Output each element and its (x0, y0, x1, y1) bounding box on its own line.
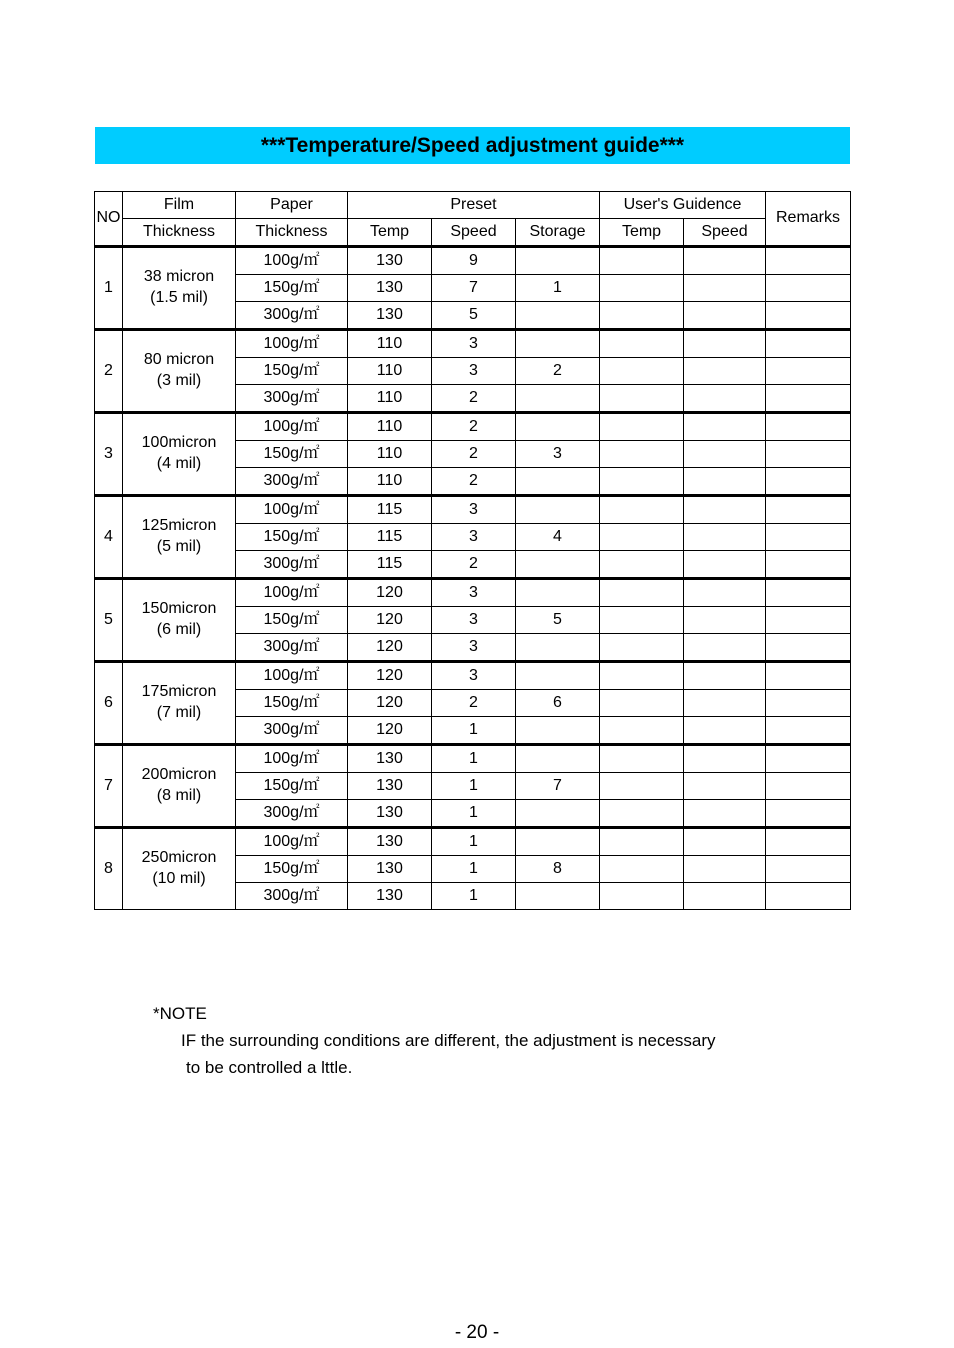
user-temp (600, 330, 684, 358)
remarks (766, 413, 851, 441)
header-preset-speed: Speed (432, 219, 516, 247)
film-thickness-mil: (5 mil) (156, 538, 202, 555)
row-no: 5 (95, 579, 123, 662)
preset-temp: 130 (348, 302, 432, 330)
film-thickness-micron: 150micron (141, 600, 217, 618)
paper-thickness: 300g/㎡ (236, 551, 348, 579)
preset-temp: 120 (348, 579, 432, 607)
row-no: 2 (95, 330, 123, 413)
remarks (766, 717, 851, 745)
remarks (766, 607, 851, 634)
user-speed (684, 634, 766, 662)
user-speed (684, 275, 766, 302)
header-user-speed: Speed (684, 219, 766, 247)
preset-storage: 2 (516, 358, 600, 385)
preset-storage-empty (516, 800, 600, 828)
preset-temp: 130 (348, 247, 432, 275)
film-thickness (123, 828, 236, 910)
preset-speed: 3 (432, 524, 516, 551)
paper-thickness: 150g/㎡ (236, 441, 348, 468)
user-speed (684, 441, 766, 468)
note-heading: *NOTE (153, 1004, 207, 1023)
user-temp (600, 856, 684, 883)
remarks (766, 579, 851, 607)
user-speed (684, 551, 766, 579)
paper-thickness: 150g/㎡ (236, 275, 348, 302)
preset-temp: 120 (348, 662, 432, 690)
user-speed (684, 883, 766, 910)
row-no: 6 (95, 662, 123, 745)
paper-thickness: 150g/㎡ (236, 690, 348, 717)
film-thickness-mil: (3 mil) (156, 372, 202, 389)
preset-temp: 130 (348, 800, 432, 828)
preset-speed: 1 (432, 856, 516, 883)
adjustment-table (94, 191, 851, 910)
preset-temp: 110 (348, 358, 432, 385)
header-user-temp: Temp (600, 219, 684, 247)
remarks (766, 302, 851, 330)
user-temp (600, 883, 684, 910)
remarks (766, 496, 851, 524)
table-row (95, 247, 851, 275)
preset-temp: 120 (348, 607, 432, 634)
remarks (766, 441, 851, 468)
paper-thickness: 300g/㎡ (236, 717, 348, 745)
remarks (766, 800, 851, 828)
preset-temp: 130 (348, 883, 432, 910)
user-temp (600, 468, 684, 496)
preset-speed: 3 (432, 607, 516, 634)
row-no: 1 (95, 247, 123, 330)
paper-thickness: 300g/㎡ (236, 883, 348, 910)
paper-thickness: 300g/㎡ (236, 634, 348, 662)
paper-thickness: 150g/㎡ (236, 358, 348, 385)
paper-thickness: 100g/㎡ (236, 745, 348, 773)
preset-temp: 130 (348, 773, 432, 800)
header-preset: Preset (348, 192, 600, 219)
user-temp (600, 358, 684, 385)
table-row (95, 330, 851, 358)
user-speed (684, 690, 766, 717)
paper-thickness: 150g/㎡ (236, 607, 348, 634)
film-thickness (123, 413, 236, 496)
preset-speed: 2 (432, 551, 516, 579)
preset-temp: 110 (348, 385, 432, 413)
preset-storage: 8 (516, 856, 600, 883)
film-thickness-mil: (8 mil) (156, 787, 202, 804)
preset-storage-empty (516, 330, 600, 358)
user-temp (600, 828, 684, 856)
preset-speed: 3 (432, 330, 516, 358)
preset-temp: 110 (348, 441, 432, 468)
preset-speed: 2 (432, 385, 516, 413)
remarks (766, 247, 851, 275)
film-thickness-mil: (6 mil) (156, 621, 202, 638)
user-speed (684, 773, 766, 800)
preset-storage-empty (516, 468, 600, 496)
preset-temp: 115 (348, 524, 432, 551)
film-thickness (123, 247, 236, 330)
preset-temp: 110 (348, 330, 432, 358)
remarks (766, 385, 851, 413)
preset-temp: 115 (348, 496, 432, 524)
preset-temp: 130 (348, 745, 432, 773)
paper-thickness: 150g/㎡ (236, 773, 348, 800)
film-thickness-micron: 200micron (141, 766, 217, 784)
user-temp (600, 634, 684, 662)
preset-temp: 115 (348, 551, 432, 579)
remarks (766, 662, 851, 690)
preset-temp: 120 (348, 634, 432, 662)
preset-speed: 2 (432, 468, 516, 496)
header-preset-storage: Storage (516, 219, 600, 247)
table-row (95, 496, 851, 524)
film-thickness-micron: 80 micron (143, 351, 215, 369)
remarks (766, 745, 851, 773)
preset-temp: 130 (348, 828, 432, 856)
preset-speed: 1 (432, 773, 516, 800)
preset-speed: 3 (432, 496, 516, 524)
preset-speed: 3 (432, 662, 516, 690)
user-temp (600, 773, 684, 800)
user-speed (684, 662, 766, 690)
user-speed (684, 496, 766, 524)
preset-temp: 120 (348, 717, 432, 745)
preset-storage-empty (516, 385, 600, 413)
remarks (766, 330, 851, 358)
user-temp (600, 275, 684, 302)
note-block (153, 1000, 716, 1081)
paper-thickness: 100g/㎡ (236, 413, 348, 441)
user-speed (684, 247, 766, 275)
user-speed (684, 468, 766, 496)
preset-storage-empty (516, 413, 600, 441)
header-users-guidence: User's Guidence (600, 192, 766, 219)
user-speed (684, 856, 766, 883)
user-speed (684, 330, 766, 358)
preset-temp: 120 (348, 690, 432, 717)
table-row (95, 662, 851, 690)
preset-speed: 3 (432, 358, 516, 385)
user-speed (684, 745, 766, 773)
film-thickness (123, 330, 236, 413)
user-temp (600, 385, 684, 413)
user-speed (684, 413, 766, 441)
header-film-2: Thickness (123, 219, 236, 247)
preset-storage: 5 (516, 607, 600, 634)
user-speed (684, 524, 766, 551)
remarks (766, 551, 851, 579)
user-temp (600, 302, 684, 330)
user-temp (600, 717, 684, 745)
preset-temp: 130 (348, 275, 432, 302)
paper-thickness: 100g/㎡ (236, 662, 348, 690)
preset-speed: 1 (432, 717, 516, 745)
user-temp (600, 441, 684, 468)
remarks (766, 358, 851, 385)
user-temp (600, 800, 684, 828)
user-speed (684, 579, 766, 607)
header-preset-temp: Temp (348, 219, 432, 247)
preset-storage-empty (516, 302, 600, 330)
preset-storage-empty (516, 745, 600, 773)
preset-speed: 1 (432, 828, 516, 856)
film-thickness-micron: 38 micron (143, 268, 215, 286)
paper-thickness: 150g/㎡ (236, 524, 348, 551)
user-temp (600, 496, 684, 524)
preset-storage-empty (516, 551, 600, 579)
user-temp (600, 413, 684, 441)
preset-speed: 2 (432, 690, 516, 717)
remarks (766, 690, 851, 717)
user-temp (600, 579, 684, 607)
preset-storage-empty (516, 634, 600, 662)
preset-speed: 7 (432, 275, 516, 302)
table-body (95, 247, 851, 910)
paper-thickness: 100g/㎡ (236, 828, 348, 856)
row-no: 3 (95, 413, 123, 496)
preset-storage: 1 (516, 275, 600, 302)
header-paper-1: Paper (236, 192, 348, 219)
row-no: 8 (95, 828, 123, 910)
user-temp (600, 607, 684, 634)
preset-speed: 1 (432, 745, 516, 773)
paper-thickness: 300g/㎡ (236, 385, 348, 413)
preset-storage-empty (516, 828, 600, 856)
film-thickness-micron: 100micron (141, 434, 217, 452)
user-speed (684, 828, 766, 856)
paper-thickness: 100g/㎡ (236, 247, 348, 275)
preset-temp: 110 (348, 413, 432, 441)
preset-storage: 6 (516, 690, 600, 717)
film-thickness-mil: (4 mil) (156, 455, 202, 472)
note-line-2: to be controlled a lttle. (186, 1058, 353, 1077)
preset-speed: 2 (432, 413, 516, 441)
film-thickness-mil: (10 mil) (152, 870, 206, 887)
remarks (766, 468, 851, 496)
remarks (766, 634, 851, 662)
preset-storage-empty (516, 496, 600, 524)
preset-storage-empty (516, 717, 600, 745)
preset-speed: 1 (432, 883, 516, 910)
preset-storage-empty (516, 662, 600, 690)
remarks (766, 275, 851, 302)
preset-speed: 3 (432, 579, 516, 607)
user-temp (600, 745, 684, 773)
paper-thickness: 300g/㎡ (236, 302, 348, 330)
preset-speed: 1 (432, 800, 516, 828)
preset-temp: 130 (348, 856, 432, 883)
header-paper-2: Thickness (236, 219, 348, 247)
user-speed (684, 358, 766, 385)
preset-storage-empty (516, 247, 600, 275)
paper-thickness: 100g/㎡ (236, 330, 348, 358)
table-row (95, 413, 851, 441)
remarks (766, 883, 851, 910)
remarks (766, 856, 851, 883)
remarks (766, 524, 851, 551)
preset-storage: 3 (516, 441, 600, 468)
user-speed (684, 607, 766, 634)
paper-thickness: 300g/㎡ (236, 468, 348, 496)
paper-thickness: 100g/㎡ (236, 579, 348, 607)
preset-temp: 110 (348, 468, 432, 496)
film-thickness (123, 662, 236, 745)
header-no: NO (95, 192, 123, 247)
film-thickness-mil: (7 mil) (156, 704, 202, 721)
preset-speed: 5 (432, 302, 516, 330)
paper-thickness: 300g/㎡ (236, 800, 348, 828)
header-remarks: Remarks (766, 192, 851, 247)
preset-storage-empty (516, 579, 600, 607)
film-thickness-micron: 250micron (141, 849, 217, 867)
preset-storage: 4 (516, 524, 600, 551)
table-row (95, 828, 851, 856)
paper-thickness: 100g/㎡ (236, 496, 348, 524)
user-speed (684, 800, 766, 828)
film-thickness-micron: 125micron (141, 517, 217, 535)
table-row (95, 579, 851, 607)
preset-storage-empty (516, 883, 600, 910)
preset-speed: 9 (432, 247, 516, 275)
adjustment-table-frame (94, 191, 850, 910)
note-line-1: IF the surrounding conditions are different, the adjustment is necessary (181, 1031, 716, 1050)
preset-speed: 3 (432, 634, 516, 662)
paper-thickness: 150g/㎡ (236, 856, 348, 883)
preset-speed: 2 (432, 441, 516, 468)
user-speed (684, 717, 766, 745)
user-temp (600, 662, 684, 690)
page-number: - 20 - (454, 1322, 500, 1343)
film-thickness (123, 579, 236, 662)
user-temp (600, 690, 684, 717)
user-temp (600, 551, 684, 579)
user-speed (684, 385, 766, 413)
preset-storage: 7 (516, 773, 600, 800)
remarks (766, 773, 851, 800)
page-title: ***Temperature/Speed adjustment guide*** (95, 127, 850, 164)
header-film-1: Film (123, 192, 236, 219)
film-thickness (123, 745, 236, 828)
user-temp (600, 247, 684, 275)
user-temp (600, 524, 684, 551)
user-speed (684, 302, 766, 330)
film-thickness-mil: (1.5 mil) (150, 289, 208, 306)
row-no: 7 (95, 745, 123, 828)
film-thickness-micron: 175micron (141, 683, 217, 701)
film-thickness (123, 496, 236, 579)
row-no: 4 (95, 496, 123, 579)
table-row (95, 745, 851, 773)
remarks (766, 828, 851, 856)
